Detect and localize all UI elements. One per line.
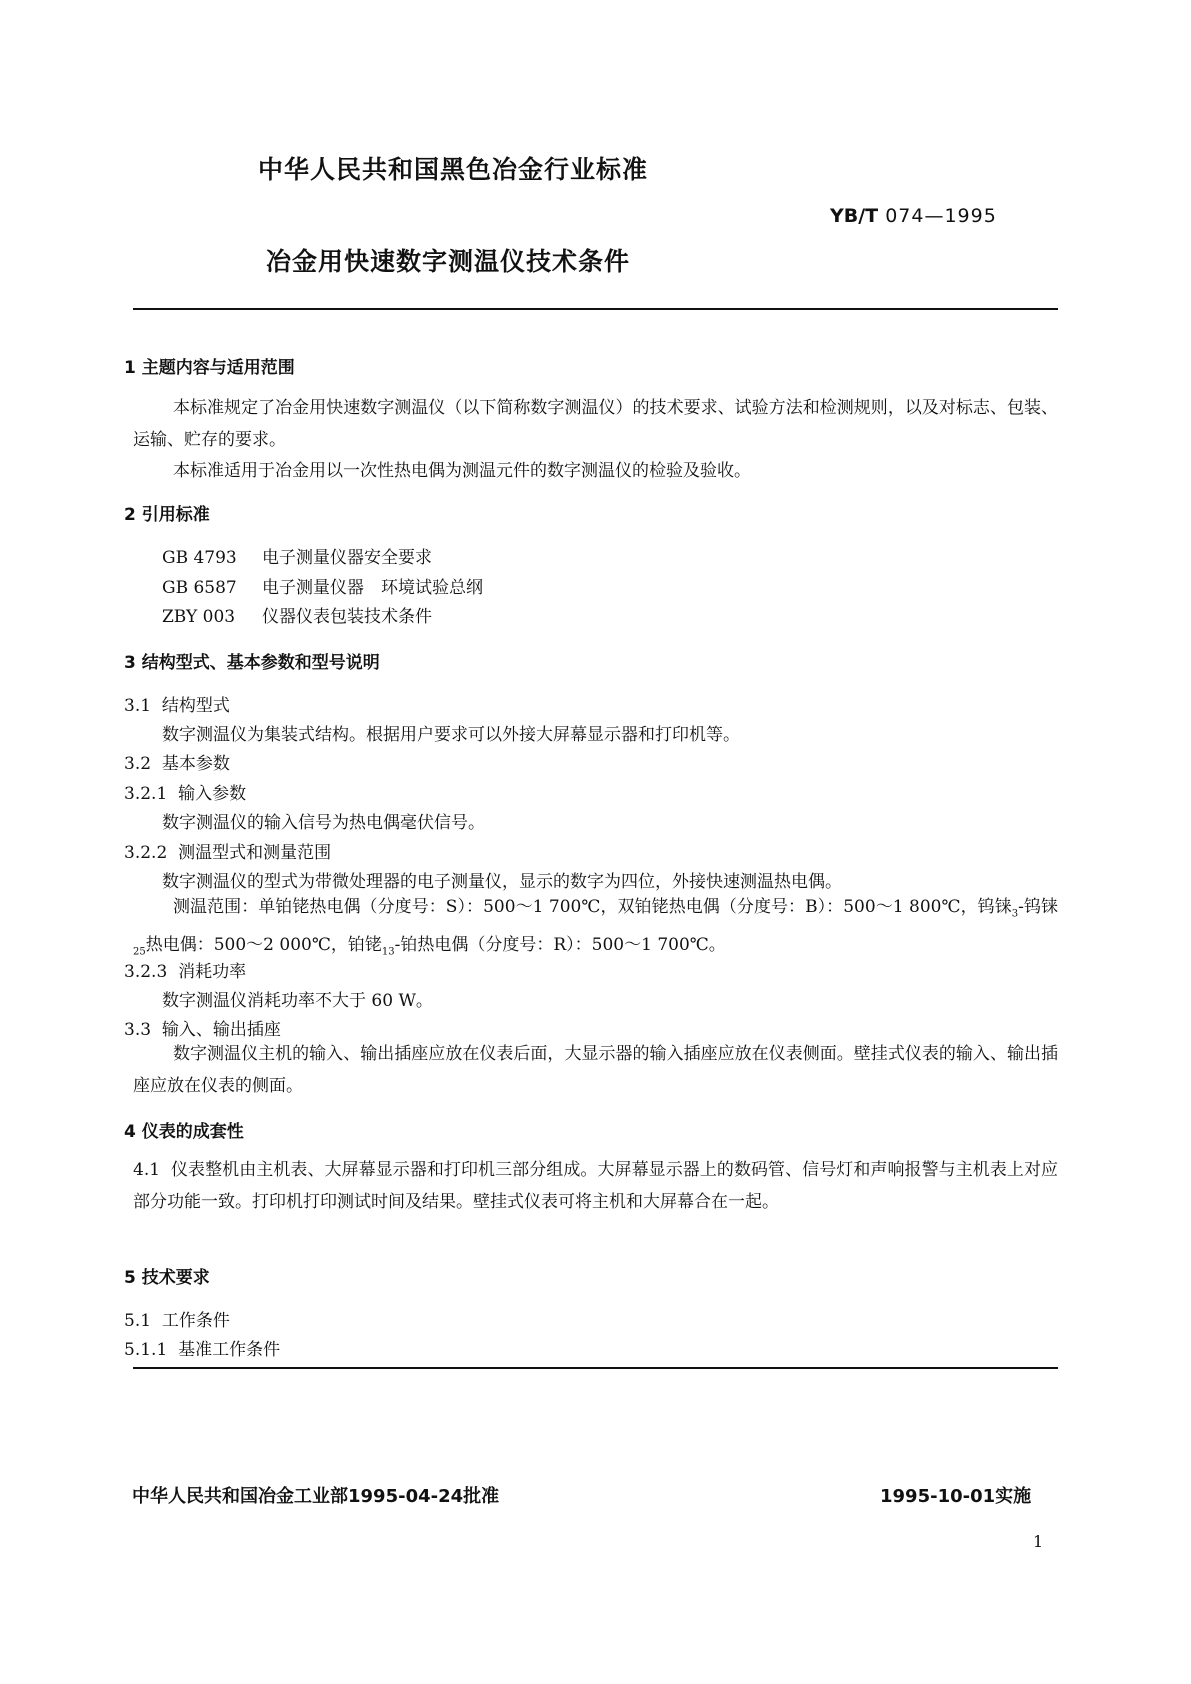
clause-title: 基准工作条件	[178, 1340, 281, 1360]
range-text-a: 测温范围：单铂铑热电偶（分度号：S）：500～1 700℃，双铂铑热电偶（分度号：B）：500～1 800℃，钨铼	[173, 897, 1012, 917]
section-3-heading: 3 结构型式、基本参数和型号说明	[124, 653, 380, 673]
section-4-heading: 4 仪表的成套性	[124, 1122, 244, 1142]
header-divider	[133, 308, 1058, 310]
clause-title: 结构型式	[161, 696, 230, 716]
standard-code	[830, 205, 997, 227]
reference-name: 电子测量仪器安全要求	[262, 548, 432, 568]
clause-3-1-text: 数字测温仪为集装式结构。根据用户要求可以外接大屏幕显示器和打印机等。	[162, 725, 740, 745]
clause-number: 3.2.1	[124, 784, 168, 804]
clause-number: 3.3	[124, 1020, 152, 1040]
clause-5-1-1-heading	[124, 1335, 280, 1360]
section-5-heading: 5 技术要求	[124, 1268, 210, 1288]
subscript-3: 3	[1011, 908, 1019, 920]
section-2-heading: 2 引用标准	[124, 505, 210, 525]
subscript-25: 25	[133, 946, 146, 958]
effective-date: 1995-10-01实施	[880, 1486, 1032, 1507]
footer-divider	[133, 1367, 1058, 1369]
approval-line: 中华人民共和国冶金工业部1995-04-24批准	[132, 1486, 500, 1507]
section-1-heading: 1 主题内容与适用范围	[124, 358, 295, 378]
clause-title: 工作条件	[161, 1311, 230, 1331]
clause-5-1-heading	[124, 1306, 230, 1331]
standard-code-prefix: YB/T	[830, 205, 879, 227]
section-1-paragraph-2: 本标准适用于冶金用以一次性热电偶为测温元件的数字测温仪的检验及验收。	[173, 461, 751, 481]
clause-3-2-3-text: 数字测温仪消耗功率不大于 60 W。	[162, 991, 433, 1011]
clause-4-1-text: 仪表整机由主机表、大屏幕显示器和打印机三部分组成。大屏幕显示器上的数码管、信号灯和声响报警与主机表上对应部分功能一致。打印机打印测试时间及结果。壁挂式仪表可将主机和大屏幕合在一起。	[133, 1160, 1059, 1212]
reference-name: 电子测量仪器 环境试验总纲	[262, 578, 483, 598]
range-text-d: -铂热电偶（分度号：R）：500～1 700℃。	[394, 934, 726, 955]
clause-3-2-2-heading	[124, 838, 331, 863]
clause-number: 3.2	[124, 754, 152, 774]
clause-3-2-1-text: 数字测温仪的输入信号为热电偶毫伏信号。	[162, 813, 485, 833]
clause-3-3-text: 数字测温仪主机的输入、输出插座应放在仪表后面，大显示器的输入插座应放在仪表侧面。壁挂式仪表的输入、输出插座应放在仪表的侧面。	[133, 1044, 1058, 1096]
clause-3-2-3-heading	[124, 957, 246, 982]
range-text-c: 热电偶：500～2 000℃，铂铑	[145, 934, 382, 955]
clause-title: 基本参数	[161, 754, 230, 774]
clause-title: 输入参数	[178, 784, 247, 804]
clause-number: 5.1.1	[124, 1340, 168, 1360]
reference-code: GB 6587	[162, 578, 237, 598]
clause-number: 3.2.3	[124, 962, 168, 982]
issuing-organization: 中华人民共和国黑色冶金行业标准	[258, 155, 649, 184]
reference-item	[162, 573, 483, 598]
section-1-paragraph-1: 本标准规定了冶金用快速数字测温仪（以下简称数字测温仪）的技术要求、试验方法和检测规则，以及对标志、包装、运输、贮存的要求。	[133, 398, 1058, 450]
subscript-13: 13	[381, 946, 395, 958]
clause-number: 3.1	[124, 696, 152, 716]
reference-item	[162, 543, 432, 568]
measurement-range-paragraph	[133, 892, 1058, 968]
clause-3-2-1-heading	[124, 779, 246, 804]
clause-number: 5.1	[124, 1311, 152, 1331]
clause-3-1-heading	[124, 691, 230, 716]
clause-title: 消耗功率	[178, 962, 247, 982]
clause-3-3-heading	[124, 1015, 281, 1040]
range-text-b: -钨铼	[1018, 897, 1059, 917]
reference-code: ZBY 003	[162, 607, 236, 627]
reference-name: 仪器仪表包装技术条件	[262, 607, 432, 627]
clause-number: 4.1	[133, 1160, 161, 1180]
clause-number: 3.2.2	[124, 843, 168, 863]
clause-3-2-2-text: 数字测温仪的型式为带微处理器的电子测量仪，显示的数字为四位，外接快速测温热电偶。	[162, 872, 842, 892]
clause-title: 测温型式和测量范围	[178, 843, 332, 863]
reference-code: GB 4793	[162, 548, 237, 568]
clause-4-1-paragraph	[133, 1155, 1058, 1218]
document-title: 冶金用快速数字测温仪技术条件	[266, 247, 631, 276]
clause-3-2-heading	[124, 749, 230, 774]
clause-title: 输入、输出插座	[161, 1020, 281, 1040]
reference-item	[162, 602, 432, 627]
standard-code-number: 074—1995	[885, 205, 997, 227]
page-number: 1	[1033, 1532, 1044, 1551]
